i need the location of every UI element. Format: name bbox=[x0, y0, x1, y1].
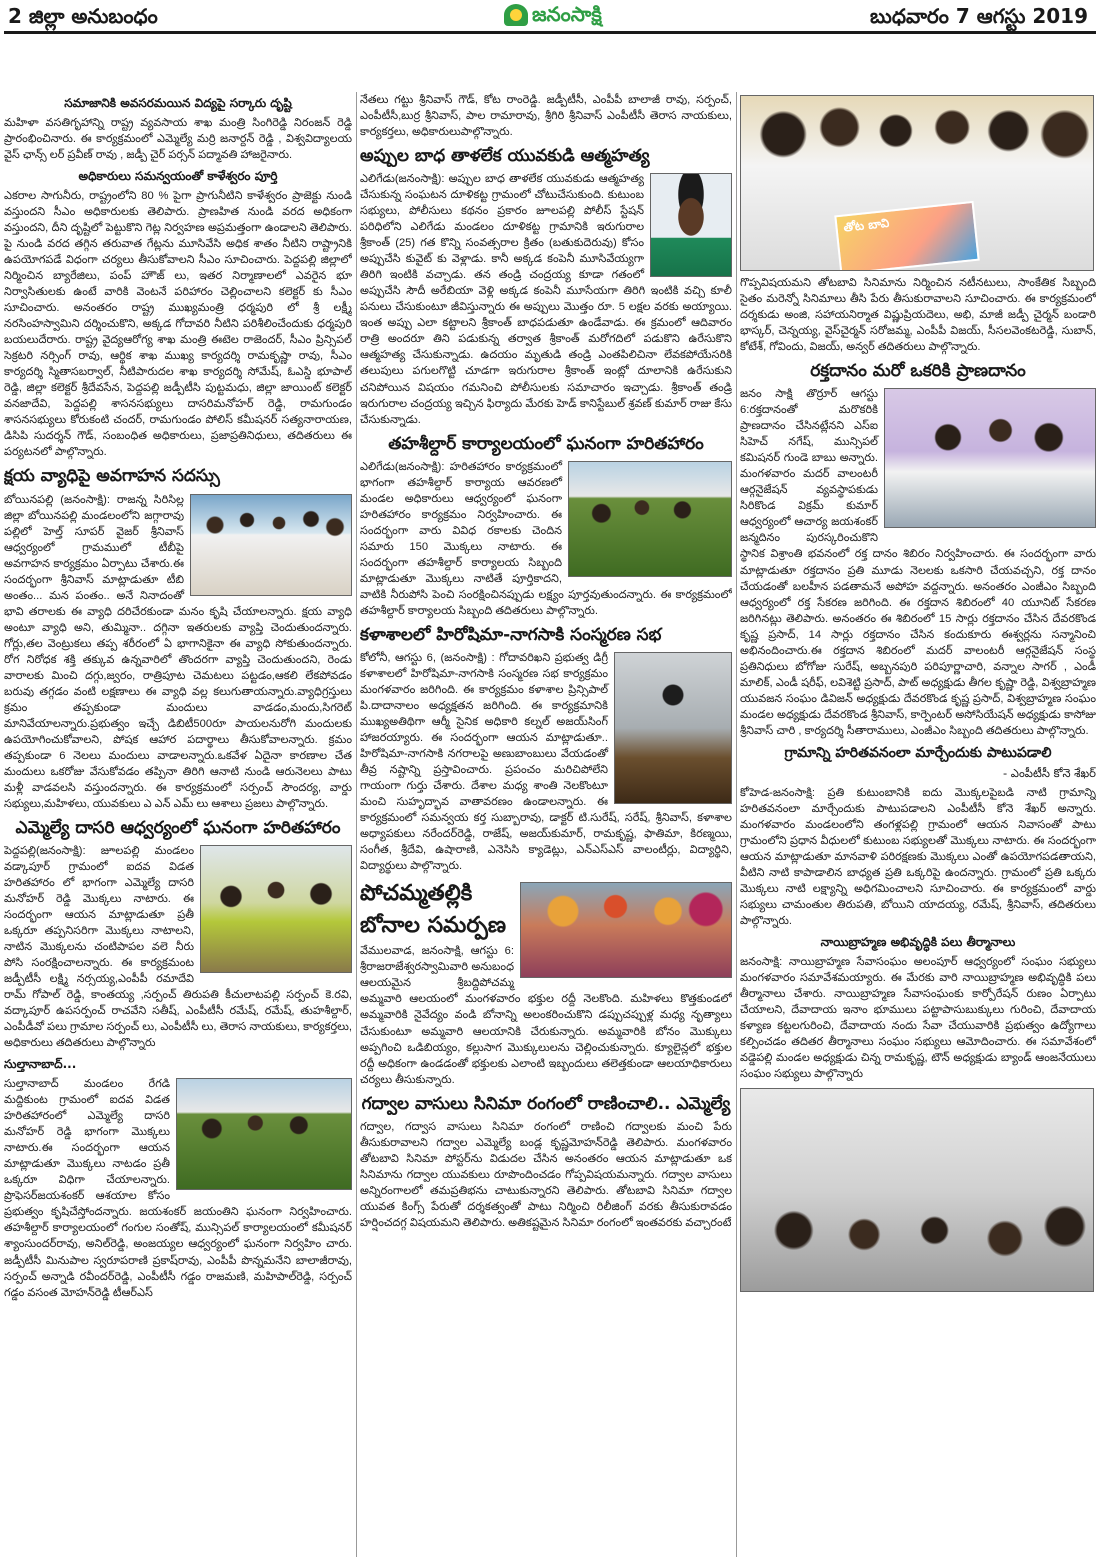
article-body: జనం సాక్షి తొర్రూర్ ఆగస్టు 6:రక్తదానంతో మరొకరికి ప్రాణదానం చేసినట్లేనని ఎస్‌ఐ సిహెచ్ నగేష్, మున్సిపల్ కమిషనర్ గుండె బాబు అన్నారు. మంగళవారం మదర్ వాలంటరీ ఆర్గనైజేషన్ వ్యవస్థాపకుడు సిరికొండ విక్రమ్ కుమార్ ఆధ్వర్యంలో ఆచార్య జయశంకర్ జన్మదినం పురస్కరించుకొని స్థానిక విశ్రాంతి భవనంలో రక్త దానం శిబిరం నిర్వహించారు. ఈ సందర్భంగా వారు మాట్లాడుతూ రక్తదానం ప్రతి మూడు నెలలకు ఒకసారి చేయవచ్చని, రక్త దానం చేయడంతో బలహీన పడతామనే అపోహ వద్దన్నారు. అనంతరం ఎంజీఎం సిబ్బంది ఆధ్వర్యంలో రక్త సేకరణ జరిగింది. ఈ రక్తదాన శిబిరంలో 40 యూనిట్ సేకరణ జరిగినట్లు తెలిపారు. అనంతరం ఈ శిబిరంలో 15 సార్లు రక్తదానం చేసిన దేవరకొండ కృష్ణ ప్రసాద్, 14 సార్లు రక్తదానం చేసిన కందుకూరు ఈశ్వర్లను సన్మానించి అభినందించారు.ఈ రక్తదాన శిబిరంలో మదర్ వాలంటరీ ఆర్గనైజేషన్ సంస్థ ప్రతినిధులు బోగోజు సురేష్, అబ్బనపురి పరిపూర్ణాచారి, వన్నాల సాగర్ , ఎండీ మాలిక్, ఎండీ షరీఫ్, లవిశెట్టి ప్రసాద్, పాట్ అధ్యక్షుడు తీగల కృష్ణా రెడ్డి, విశ్వబ్రాహ్మణ యువజన సంఘం డివిజన్ అధ్యక్షుడు దేవరకొండ కృష్ణ ప్రసాద్, విశ్వబ్రాహ్మణ సంఘం మండల అధ్యక్షుడు దేవరకొండ శ్రీనివాస్, కార్పెంటర్ అసోసియేషన్ అధ్యక్షుడు కాసోజు శ్రీనివాస్ చారి , కార్యదర్శి సీతారాములు, ఎంజీఎం సిబ్బంది తదితరులు పాల్గొన్నారు. bbox=[740, 388, 1096, 737]
continued-text bbox=[740, 275, 1096, 355]
article-body: జనంసాక్షి: నాయిబ్రాహ్మణ సేవాసంఘం అలంపూర్ ఆధ్వర్యంలో సంఘం సభ్యులు మంగళవారం సమావేశమయ్యారు. ఈ మేరకు వారి నాయిబ్రాహ్మణ అభివృద్ధికి పలు తీర్మానాలు చేశారు. నాయిబ్రాహ్మణ సేవాసంఘంకు కార్పోరేషన్ రుణం ఏర్పాటు చేయాలని, దేవాదాయ ఇనాం భూములు పట్టాపాసుబుక్కులు గురించి, దేవాదాయ కళ్యాణ కట్టలగురించి, దేవాదాయ నందు సేవా చేయువారికి ప్రభుత్వం ఉద్యోగాలు కల్పించడం తదితర తీర్మానాలు సంఘం సభ్యులు ఆమోదించారు. ఈ సమావేశంలో వడ్డెపల్లి మండల అధ్యక్షుడు చిన్న రామకృష్ణ, టౌన్ అధ్యక్షుడు బ్యాండ్ ఆంజనేయులు సంఘం సభ్యులు పాల్గొన్నారు bbox=[740, 956, 1096, 1081]
sultanabad-planting-photo bbox=[176, 1078, 352, 1190]
masthead bbox=[4, 2, 1096, 34]
article-body: గొప్పవిషయమని తోటబావి సినిమాను నిర్మించిన నటీనటులు, సాంకేతిక సిబ్బంది సైతం మరెన్నో సినిమాలు తీసి పేరు తీసుకురావాలని సూచించారు. ఈ కార్యక్రమంలో దర్శకుడు అంజి, సహాయనిర్మాత విష్ణుప్రియదెలు, అభి, మాజీ జడ్పీ చైర్మన్ బండారి భాస్కర్, చెన్నయ్య, వైస్‌చైర్మన్ సరోజమ్మ, ఎంపీపీ విజయ్, సీసలవెంకటరెడ్డి, సుబాన్, కోటేశ్, గోవిందు, విజయ్, అన్వర్ తదితరులు పాల్గొన్నారు. bbox=[740, 277, 1096, 354]
article-hiroshima bbox=[360, 625, 732, 874]
article-tb-awareness bbox=[4, 466, 352, 812]
movie-poster-photo bbox=[740, 95, 1094, 271]
poster-card bbox=[834, 201, 980, 271]
article-headline: అప్పుల బాధ తాళలేక యువకుడి ఆత్మహత్య bbox=[360, 146, 650, 167]
column-divider bbox=[356, 92, 357, 1557]
victim-portrait-photo bbox=[650, 173, 732, 277]
poster-title: తోట బావి bbox=[842, 215, 890, 235]
article-body: గద్వాల, గద్వాస వాసులు సినిమా రంగంలో రాణించి గద్వాలకు మంచి పేరు తీసుకురావాలని గద్వాల ఎమ్మెల్యే బండ్ల కృష్ణమోహన్‌రెడ్డి తెలిపారు. మంగళవారం తోటబావి సినిమా పోస్టర్‌ను విడుదల చేసిన అనంతరం ఆయన మాట్లాడుతూ ఒక సినిమాను గద్వాల యువకులు రూపొందించడం గోప్పవిషయమన్నారు. గద్వాల వాసులు అన్నిరంగాలలో తమప్రతిభను చాటుకున్నారని తెలిపారు. తోటబావి సినిమా గద్వాల యువత కింగ్స్ పేరుతో దర్శకత్వంతో పాటు నిర్మించి రిలీజింగ్ వరకు తీసుకురావడం హర్షించదగ్గ విషయమని తెలిపారు. అతికష్టమైన సినిమా రంగంలో ఇంతవరకు వచ్చారంటే bbox=[360, 1120, 732, 1229]
article-tahsildar-harithaharam bbox=[360, 434, 732, 619]
tahsildar-planting-photo bbox=[568, 461, 732, 577]
article-body: సుల్తానాబాద్ మండలం రేగడి మద్దికుంట గ్రామంలో ఐదవ విడత హరితహారంలో ఎమ్మెల్యే దాసరి మనోహర్ రెడ్డి భాగంగా మొక్కలు నాటారు.ఈ సందర్భంగా ఆయన మాట్లాడుతూ మొక్కలు నాటడం ప్రతీ ఒక్కరూ విధిగా చేయాలన్నారు. ప్రొఫెసర్‌జయశంకర్ ఆశయాల కోసం ప్రభుత్వం కృషిచేస్తోందన్నారు. జయశంకర్ జయంతిని ఘనంగా నిర్వహించారు. తహశీల్దార్ కార్యాలయంలో గంగుల సంతోష్, మున్సిపల్ కార్యాలయంలో కమీషనర్ శ్యాంసుందర్‌రావు, అనిల్‌రెడ్డి, అంజయ్యల ఆధ్వర్యంలో ఘనంగా నిర్వహిం చారు. జడ్పీటీసీ మినుపాల స్వరూపరాణి ప్రకాష్‌రావు, ఎంపీపీ పొన్నమనేని బాలాజీరావు, సర్పంచ్ అన్నాడి రవీందర్‌రెడ్డి, ఎంపీటీసీ గడ్డం రాజమణి, మహిపాల్‌రెడ్డి, సర్పంచ్ గడ్డం వసంత మోహన్‌రెడ్డి టీఆర్ఎస్ bbox=[4, 1078, 352, 1299]
article-sultanabad bbox=[4, 1057, 352, 1300]
article-gadwal-cinema bbox=[360, 1094, 732, 1231]
article-mla-harithaharam bbox=[4, 818, 352, 1051]
article-headline: రక్తదానం మరో ఒకరికి ప్రాణదానం bbox=[810, 361, 1026, 382]
article-green-village bbox=[740, 745, 1096, 930]
column-3 bbox=[740, 92, 1096, 1557]
mla-planting-photo bbox=[200, 845, 352, 973]
hiroshima-meeting-photo bbox=[614, 652, 732, 804]
article-bonalu bbox=[360, 880, 732, 1087]
bonalu-festival-photo bbox=[520, 882, 732, 978]
article-body: కోహెడ-జనంసాక్షి: ప్రతి కుటుంబానికి ఐదు మొక్కలపైబడి నాటి గ్రామాన్ని హరితవనంలా మార్చేందుకు పాటుపడాలని ఎంపీటీసీ కోనె శేఖర్ అన్నారు. మంగళవారం మండలంలోని తంగళ్లపల్లి గ్రామంలో ఆయన నివాసంతో పాటు గ్రామంలోని ప్రధాన వీధులలో కుటుంబ సభ్యులతో మొక్కలు నాటారు. ఈ సందర్భంగా ఆయన మాట్లాడుతూ మానవాళి పరిరక్షణకు మొక్కలు ఎంతో ఉపయోగపడతాయని, వీటిని నాటి కాపాడాలిన బాధ్యత ప్రతి ఒక్కరిపై ఉందన్నారు. గ్రామంలో ప్రతి ఒక్కరు మొక్కలు నాటి లక్ష్యాన్ని అధిగమించాలని సూచించారు. ఈ కార్యక్రమంలో వార్డు సభ్యులు చామంతుల తిరుపతి, బోయిని యాదయ్య, రమేష్, శ్రీనివాస్, తదితరులు పాల్గొన్నారు. bbox=[740, 787, 1096, 928]
article-nayi-brahmana bbox=[740, 935, 1096, 1082]
article-body: వేములవాడ, జనంసాక్షి, ఆగస్టు 6: శ్రీరాజరాజేశ్వరస్వామివారి అనుబంధ ఆలయమైన శ్రీబద్దిపోచమ్మ అమ్మవారి ఆలయంలో మంగళవారం భక్తుల రద్దీ నెలకొంది. మహిళలు కొత్తకుండలో అమ్మవారికి నైవేద్యం వండి బోనాన్ని అలంకరించుకొని డప్పుచప్పుళ్ల మధ్య నృత్యాలు చేసుకుంటూ అమ్మవారి ఆలయానికి చేరుకున్నారు. అమ్మవారికి బోనం మొక్కులు అప్పగించి ఒడిబియ్యం, కల్లుసాగ మొక్కులులను చెల్లించుకున్నారు. క్యూలైన్లలో భక్తుల రద్దీ అధికంగా ఉండడంతో భక్తులకు ఎలాంటి ఇబ్బందులు తలెత్తకుండా ఆలయాధికారులు చర్యలు తీసుకున్నారు. bbox=[360, 945, 732, 1086]
article-headline: పోచమ్మతల్లికి bbox=[360, 881, 473, 907]
article-blood-donation bbox=[740, 361, 1096, 739]
article-headline: నాయిబ్రాహ్మణ అభివృద్ధికి పలు తీర్మానాలు bbox=[820, 935, 1016, 950]
page-label: 2 జిల్లా అనుబంధం bbox=[8, 4, 158, 28]
article-headline: గ్రామాన్ని హరితవనంలా మార్చేందుకు పాటుపడాలి bbox=[784, 744, 1052, 761]
column-divider bbox=[736, 92, 737, 1557]
article-body: నేతలు గట్టు శ్రీనివాస్ గౌడ్, కోట రాంరెడ్డి. జడ్పీటీసీ, ఎంపీపీ బాలాజీ రావు, సర్పంచ్, ఎంపీటీసీ,బుర్ర శ్రీనివాస్, పాల రామారావు, శ్రీగిరి శ్రీనివాస్ ఎంపీటీసీ తెరాస నాయకులు, కార్యకర్తలు, అధికారులుపాల్గొన్నారు. bbox=[360, 94, 732, 139]
article-headline: సుల్తానాబాద్... bbox=[4, 1057, 77, 1072]
article-headline: తహశీల్దార్ కార్యాలయంలో ఘనంగా హరితహారం bbox=[388, 433, 704, 454]
article-body: ఎలిగేడు(జనంసాక్షి): అప్పుల బాధ తాళలేక యువకుడు ఆత్మహత్య చేసుకున్న సంఘటన దూళికట్ట గ్రామంలో చోటుచేసుకుంది. కుటుంబ సభ్యులు, పోలీసులు కథనం ప్రకారం జూలపల్లి పోలీస్ స్టేషన్ పరిధిలోని ఎలిగేడు మండలం దూళికట్ట గ్రామానికి ఇరుగురాల శ్రీకాంత్ (25) గత కొన్ని సంవత్సరాల క్రితం (బతుకుదెరువు) కోసం అప్పుచేసి కువైట్ కు వెళ్లాడు. కానీ అక్కడ కంపెనీ మూసివేయ్యగా తిరిగి ఇంటికి వచ్చాడు. తన తండ్రి చంద్రయ్య కూడా గతంలో అప్పుచేసి సౌదీ అరేబియా వెళ్లి అక్కడ కంపెనీ మూసేయగా తిరిగి ఇంటికి వచ్చి కూలీ పనులు చేసుకుంటూ జీవిస్తున్నారు ఈ అప్పులు మొత్తం రూ. 5 లక్షల వరకు అయ్యాయి. ఇంత అప్పు ఎలా కట్టాలని శ్రీకాంత్ బాధపడుతూ ఉండేవాడు. ఈ క్రమంలో ఆదివారం రాత్రి అందరూ తిని పడుకున్న తర్వాత శ్రీకాంత్ మరోగదిలో పడుకొని ఉరేసుకొని ఆత్మహత్య చేసుకున్నాడు. ఉదయం మృతుడి తండ్రి ఎంతపిలిచినా లేవకపోయేసరికి తలుపులు పగులగొట్టి చూడగా ఇరుగురాల శ్రీకాంత్ ఇంట్లో దూలానికి ఉరేసుకుని చనిపోయిన విషయం గమనించి పోలీసులకు సమాచారం ఇచ్చాడు. శ్రీకాంత్ తండ్రి ఇరుగురాల చంద్రయ్య ఇచ్చిన ఫిర్యాదు మేరకు హెడ్ కానిస్టేబుల్ శ్రవణ్ కుమార్ రాజు కేసు చేసుకున్నాడు. bbox=[360, 173, 732, 426]
paper-name: జనంసాక్షి bbox=[532, 2, 602, 26]
article-byline: - ఎంపీటీసీ కోనె శేఖర్ bbox=[1002, 766, 1096, 781]
article-headline: ఎమ్మెల్యే దాసరి ఆధ్వర్యంలో ఘనంగా హరితహారం bbox=[15, 817, 341, 838]
column-1 bbox=[4, 92, 352, 1557]
article-body: ఎకరాల సాగునీరు, రాష్ట్రంలోని 80 % పైగా ప్రాగునీటిని కాళేశ్వరం ప్రాజెక్టు నుండి వస్తుందని సీఎం అధికారులకు తెలిపారు. ప్రాణహిత నుండి వరద అధికంగా వస్తుందని, దీని దృష్టిలో పెట్టుకొని గెట్ల నిర్వహణ అప్రమత్తంగా ఉండాలని తెలిపారు. పై నుండి వరద తగ్గిన తరువాత గేట్లను మూసివేసి అధిక శాతం నీటిని రాష్ట్రానికి ఉపయోగపడే విధంగా చర్యలు తీసుకోవాలని సీఎం సూచించారు. పెద్దపల్లి జిల్లాలో నిర్మించిన బ్యారేజిలు, పంప్ హౌజ్ లు, ఇతర నిర్మాణాలలో ఎవరైన భూ నిర్వాసితులకు ఉంటే వారికి వెంటనే పరిహారం చెల్లించాలని కలెక్టర్ కు సీఎం సూచించారు. అనంతరం రాష్ట్ర ముఖ్యమంత్రి ధర్మపురి లో శ్రీ లక్ష్మీ నరసింహస్వామిని దర్శించుకొని, అక్కడ గోదావరి నీటిని పరిశీలించేందుకు ధర్మపురి బయలుదేరారు. రాష్ట్ర వైద్యఆరోగ్య శాఖ మంత్రి ఈటెల రాజెందర్, సీఎం ప్రిన్సిపల్ సెక్రటరి నర్సింగ్ రావు, ఆర్థిక శాఖ ముఖ్య కార్యదర్శి రామకృష్ణా రావు, సీఎం కార్యదర్శి స్మితాసబర్వాల్, నీటిపారుదల శాఖ కార్యదర్శి సోమేష్, ఓఎస్డి భూపాల్ రెడ్డి, జిల్లా కలెక్టర్ శ్రీదేవసేన, పెద్దపల్లి జడ్పీటీసి పుట్టమధు, జిల్లా జాయింట్ కలెక్టర్ వనజాదేవి, పెద్దపల్లి శాసనసభ్యులు దాసరిమనోహర్ రెడ్డి, రామగుండం శాసనసభ్యులు కోరుకంటి చందర్, రామగుండం పోలిస్ కమీషనర్ సత్యనారాయణ, డిసిపి సుదర్శన్ గౌడ్, సంబంధిత అధికారులు, ప్రజాప్రతినిధులు, తదితరులు ఈ పర్యటనలో పాల్గొన్నారు. bbox=[4, 190, 352, 459]
article-education bbox=[4, 96, 352, 163]
article-headline: క్షయ వ్యాధిపై అవగాహన సదస్సు bbox=[4, 466, 220, 487]
article-kaleshwaram bbox=[4, 169, 352, 460]
article-body: ఎలిగేడు(జనంసాక్షి): హరితహారం కార్యక్రమంలో భాగంగా తహశీల్దార్ కార్యాయ ఆవరణలో మండల అధికారులు ఆధ్వర్యంలో ఘనంగా హరితహారం కార్యక్రమం నిర్వహించారు. ఈ సందర్భంగా వారు వివిధ రకాలకు చెందిన సమారు 150 మొక్కలు నాటారు. ఈ సందర్భంగా తహశీల్దార్ కార్యాలయ సిబ్బంది మాట్లాడుతూ మొక్కలు నాటితే పూర్తికాదని, వాటికి నీరుపోసి పెంచి సంరక్షించినప్పుడు లక్ష్యం పూర్తవుతుందన్నారు. ఈ కార్యక్రమంలో తహశీల్దార్ కార్యాలయ సిబ్బంది తదితరులు పాల్గొన్నారు. bbox=[360, 460, 732, 617]
article-body: పెద్దపల్లి(జనంసాక్షి): జూలపల్లి మండలం వడ్కాపూర్ గ్రామంలో ఐదవ విడత హరితహారం లో భాగంగా ఎమ్మెల్యే దాసరి మనోహర్ రెడ్డి మొక్కలు నాటారు. ఈ సందర్భంగా ఆయన మాట్లాడుతూ ప్రతీ ఒక్కరూ తప్పనిసరిగా మొక్కలు నాటాలని, నాటిన మొక్కలను చంటిపాపల వలె నీరు పోసి సంరక్షించాలన్నారు. ఈ కార్యక్రమంట జడ్పీటీసీ లక్ష్మి నర్సయ్య,ఎంపీపీ రమాదేవి రామ్ గోపాల్ రెడ్డి, కాంతయ్య ,సర్పంచ్ తిరుపతి కీచులాటపల్లి సర్పంచ్ కె.రవి, వద్కాపూర్ ఉపసర్పంచ్ రాచవేని సతీష్, ఎంపీటీసీ రమేష్, రమేష్, తుహశీల్దార్, ఎంపీడీవో పలు గ్రామాల సర్పంచ్ లు, ఎంపీటీసీ లు, తెరాస నాయకులు, కార్యకర్తలు, అధికారులు తదితరులు పాల్గొన్నారు bbox=[4, 845, 352, 1050]
community-meeting-photo bbox=[740, 1088, 1094, 1292]
article-headline: గద్వాల వాసులు సినిమా రంగంలో రాణించాలి.. ఎమ్మెల్యే bbox=[361, 1093, 731, 1114]
article-headline: సమాజానికి అవసరమయిన విద్యపై సర్కారు దృష్టి bbox=[64, 96, 292, 110]
issue-date: బుధవారం 7 ఆగస్టు 2019 bbox=[869, 4, 1088, 28]
article-body: కోలోనీ, ఆగస్టు 6, (జనంసాక్షి) : గోదావరిఖని ప్రభుత్వ డిగ్రీ కళాశాలలో హిరోషిమా-నాగసాకి సంస్మరణ సభ కార్యక్రమం మంగళవారం జరిగింది. ఈ కార్యక్రమం కళాశాల ప్రిన్సిపాల్ పి.దాదానాలం అధ్యక్షతన జరిగింది. ఈ కార్యక్రమానికి ముఖ్యఅతిథిగా ఆర్మీ సైనిక అధికారి కల్నల్ అజయ్‌సింగ్ హాజరయ్యారు. ఈ సందర్భంగా ఆయన మాట్లాడుతూ.. హిరోషిమా-నాగసాకి నగరాలపై అణుబాంబులు వేయడంతో తీవ్ర నష్టాన్ని ప్రస్తావించారు. ప్రపంచం మరిచిపోలేని గాయంగా గుర్తు చేశారు. దేశాల మధ్య శాంతి నెలకొంటూ మంచి సుహృద్భావ వాతావరణం ఉండాలన్నారు. ఈ కార్యక్రమంలో సమన్వయ కర్త సుబ్బారావు, డాక్టర్ టి.సురేష్, సరేష్, శ్రీనివాస్, కళాశాల అధ్యాపకులు నరేందర్‌రెడ్డి, రాజేష్, అజయ్‌కుమార్, రామకృష్ణ, ఫాతిమా, కిరణ్మయి, సంగీత, శ్రీదేవి, ఉషారాణి, ఎనెసిసి క్యాడెట్లు, ఎన్ఎస్ఎస్ వాలంటీర్లు, విద్యార్థిని, విద్యార్థులు పాల్గొన్నారు. bbox=[360, 652, 732, 873]
column-2 bbox=[360, 92, 732, 1557]
article-body: బోయినపల్లి (జనంసాక్షి): రాజన్న సిరిసిల్ల జిల్లా బోయినపల్లి మండలంలోని జగ్గారావు పల్లిలో హెల్త్ సూపర్ వైజర్ శ్రీనివాస్ ఆధ్వర్యంలో గ్రామములో టీబీపై అవగాహన కార్యక్రమం ఏర్పాటు చేశారు.ఈ సందర్భంగా శ్రీనివాస్ మాట్లాడుతూ టీబి అంతం... మన పంతం.. అనే నినాదంతో భావి తరాలకు ఈ వ్యాధి దరిచేరకుండా మనం కృషి చేయాలన్నారు. క్షయ వ్యాధి అంటూ వ్యాధి అని, తుమ్మినా.. దగ్గినా ఇతరులకు వ్యాప్తి చెందుతుందన్నారు. గోర్లు,తల వెంట్రుకలు తప్ప శరీరంలో ఏ భాగానికైనా ఈ వ్యాధి సోకుతుందన్నారు. రోగ నిరోధక శక్తి తక్కువ ఉన్నవారిలో తొందరగా వ్యాప్తి చెందుతుందని, రెండు వారాలకు మించి దగ్గు,జ్వరం, రాత్రిపూట చెమటలు పట్టడం,ఆకలి లేకపోవడం బరువు తగ్గడం వంటి లక్షణాలు ఈ వ్యాధి వల్ల కలుగుతాయన్నారు.వ్యాధిగ్రస్తులు క్రమం తప్పకుండా మందులు వాడడం,మందు,సిగరెట్ మానివేయాలన్నారు.ప్రభుత్వం ఇచ్చే డిబిటీ500రూ పాయలనురోగి మందులకు ఉపయోగించుకోవాలని, పోషక ఆహార పదార్థాలు తీసుకోవాలన్నారు. క్రమం తప్పకుండా 6 నెలలు మందులు వాడాలన్నారు.ఒకవేళ ఏదైనా కారణాల చేత మందులు ఒకరోజు వేసుకోవడం తప్పినా తిరిగి ఆనాటి నుండి ఆరునెలలు పాటు మళ్లీ వాడవలసి వస్తుందన్నారు. ఈ కార్యక్రమంలో సర్పంచ్ సౌందర్య, వార్డు సభ్యులు,మహిళలు, యువకులు ఎ ఎన్ ఎమ్ లు ఆశాలు ప్రజలు పాల్గొన్నారు. bbox=[4, 493, 352, 810]
article-headline: బోనాల సమర్పణ bbox=[360, 912, 507, 938]
tb-meeting-photo bbox=[190, 494, 352, 596]
article-headline: అధికారులు సమన్వయంతో కాళేశ్వరం పూర్తి bbox=[78, 169, 278, 184]
article-headline: కళాశాలలో హిరోషిమా-నాగసాకి సంస్మరణ సభ bbox=[360, 624, 662, 645]
article-suicide bbox=[360, 146, 732, 428]
paper-logo bbox=[504, 2, 634, 28]
logo-icon bbox=[504, 4, 528, 26]
continued-text bbox=[360, 92, 732, 140]
article-body: మహిళా వసతిగృహాన్ని రాష్ట్ర వ్యవసాయ శాఖ మంత్రి సింగిరెడ్డి నిరంజన్ రెడ్డి ప్రారంభించినారు. ఈ కార్యక్రమంలో ఎమ్మెల్యే మర్రి జనార్దన్ రెడ్డి , విశ్వవిద్యాలయ వైస్ ఛాన్స్ లర్ ప్రవీణ్ రావు , జడ్పీ చైర్ పర్సన్ పద్మావతి హాజరైనారు. bbox=[4, 117, 352, 162]
blood-donation-photo bbox=[884, 388, 1096, 528]
